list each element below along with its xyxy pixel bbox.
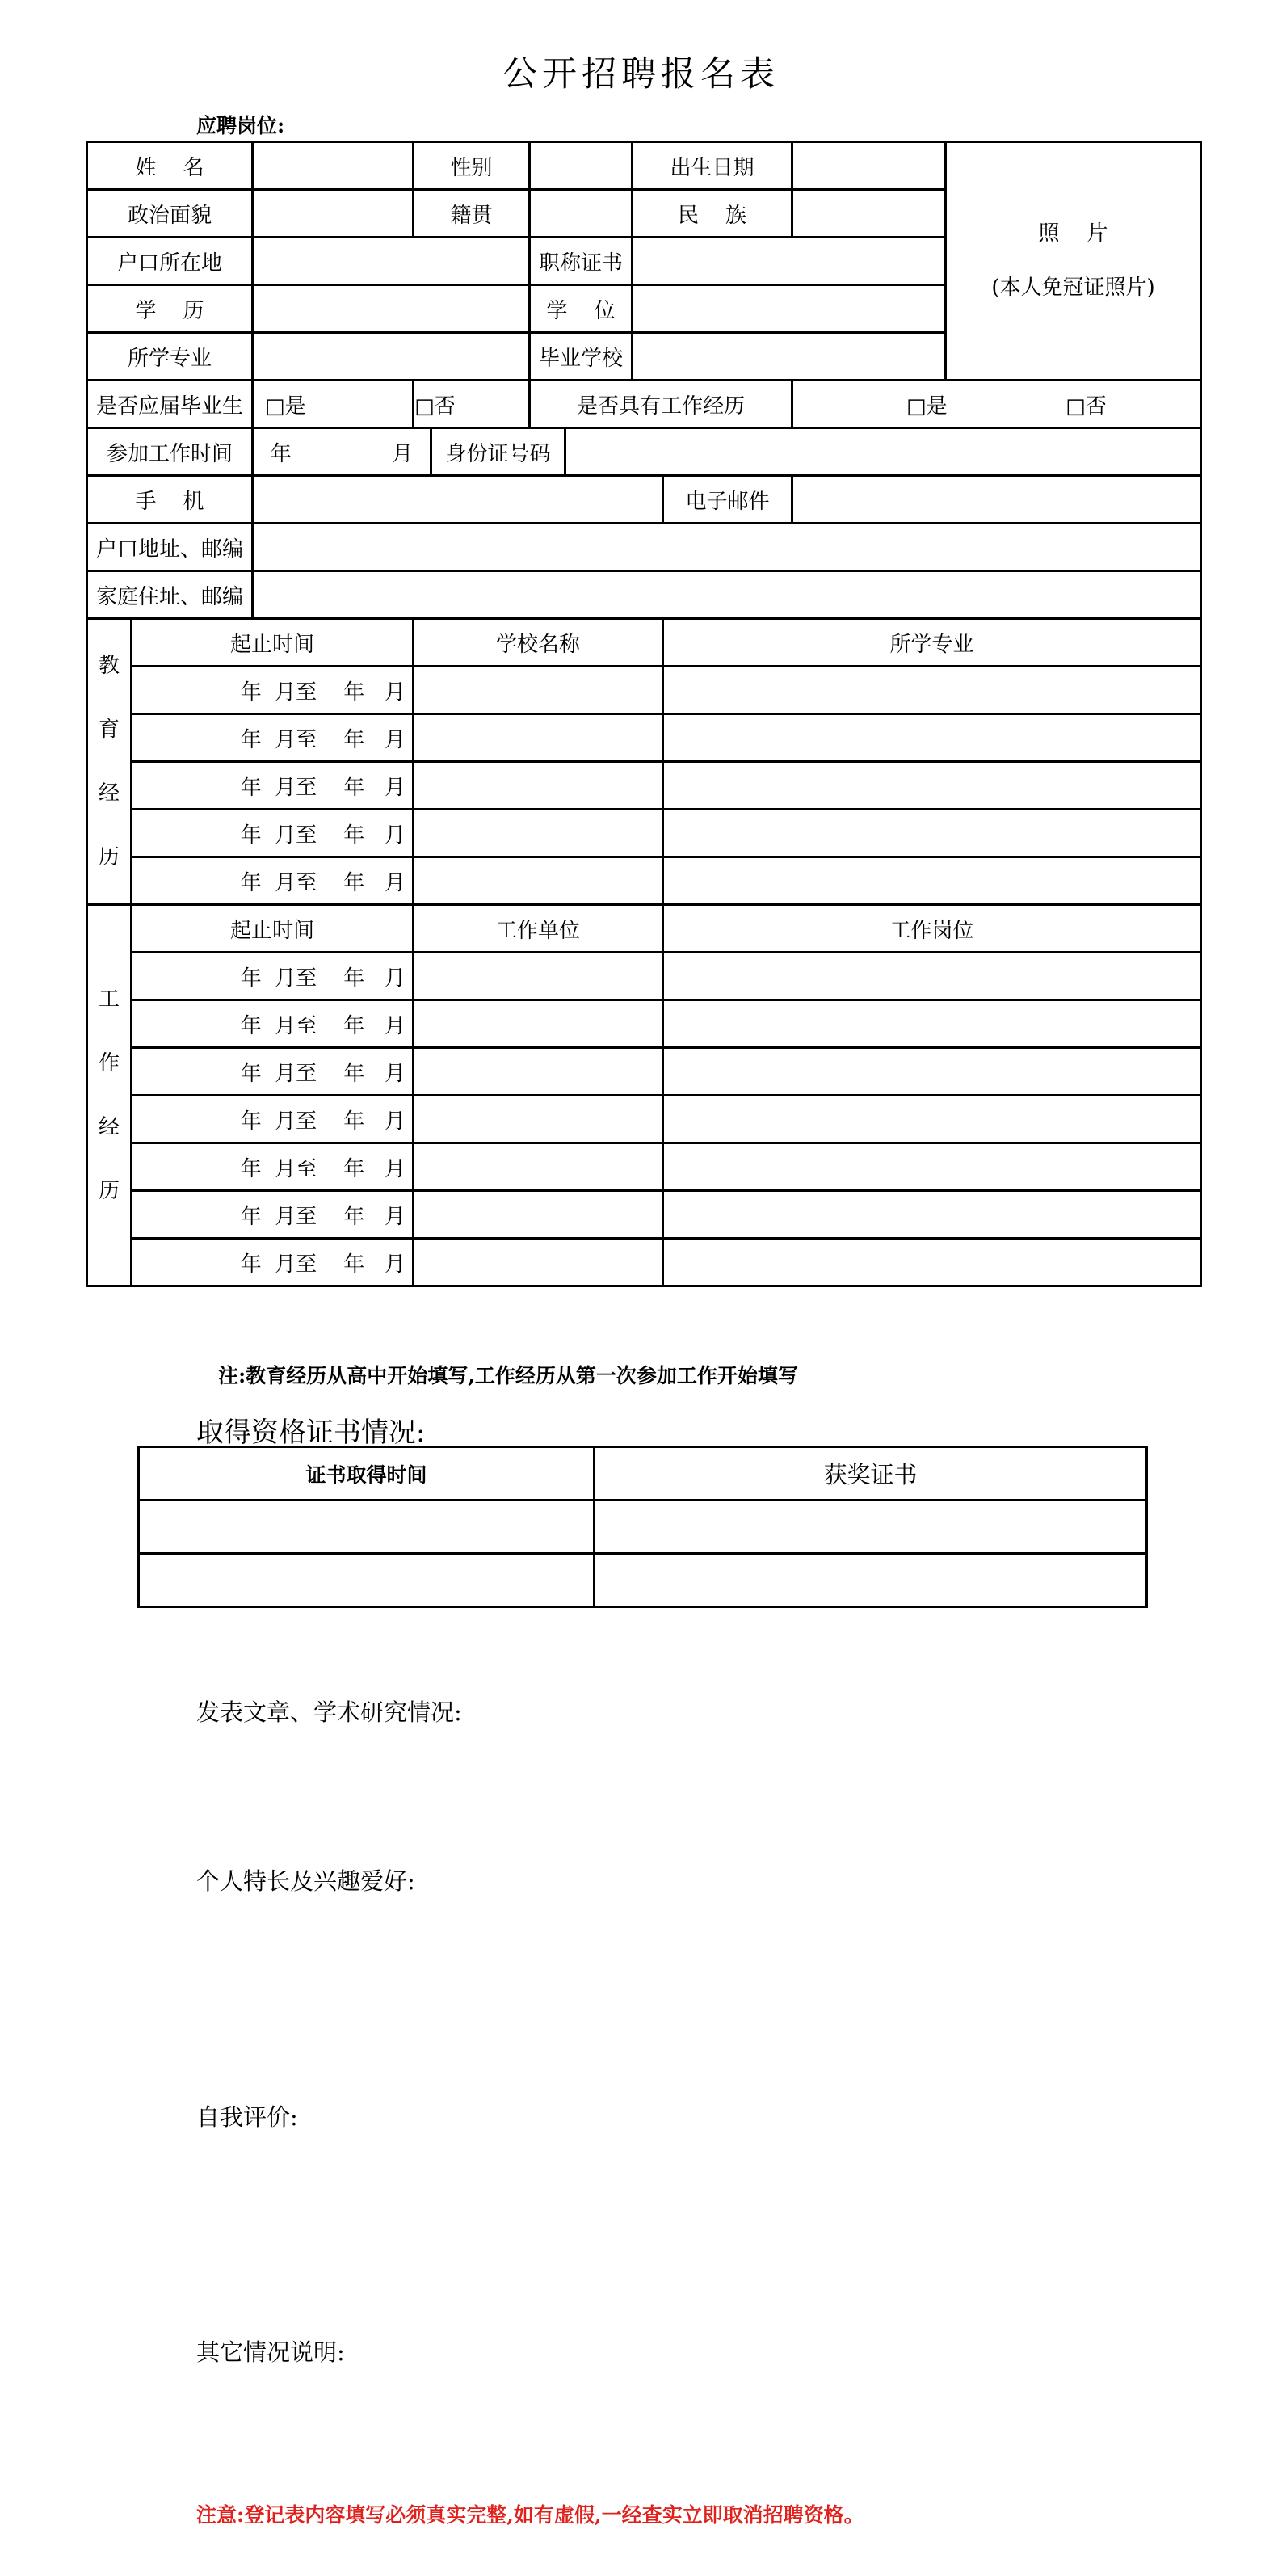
work-position-cell[interactable]: [663, 1143, 1201, 1191]
work-exp-no[interactable]: □否: [1066, 394, 1107, 419]
edu-char-2: 育: [98, 717, 120, 742]
fresh-grad-yes[interactable]: □是: [265, 394, 306, 419]
publications-label: 发表文章、学术研究情况:: [196, 1698, 462, 1726]
native-label: 籍贯: [414, 190, 530, 238]
work-employer-cell[interactable]: [414, 1239, 663, 1286]
edu-char-4: 历: [98, 844, 120, 869]
cert-header-time: 证书取得时间: [139, 1447, 595, 1501]
fresh-grad-options: [253, 381, 456, 428]
edu-header-period: 起止时间: [132, 619, 414, 667]
work-exp-options: [792, 381, 1201, 428]
application-table: [86, 141, 1202, 1287]
work-position-cell[interactable]: [663, 1239, 1201, 1286]
edu-major-cell[interactable]: [663, 667, 1201, 714]
work-char-2: 作: [98, 1050, 120, 1075]
id-number-field[interactable]: [565, 428, 1201, 476]
work-char-3: 经: [98, 1114, 120, 1139]
work-date[interactable]: 年 月至 年 月: [132, 1096, 414, 1143]
ethnic-label: 民 族: [633, 190, 792, 238]
hobbies-label: 个人特长及兴趣爱好:: [196, 1867, 415, 1895]
work-employer-cell[interactable]: [414, 1191, 663, 1239]
work-exp-label: 是否具有工作经历: [530, 381, 792, 428]
self-eval-label: 自我评价:: [196, 2103, 298, 2131]
photo-label: 照片: [1038, 221, 1136, 246]
work-position-cell[interactable]: [663, 1000, 1201, 1048]
work-start-year: 年: [270, 441, 292, 466]
degree-label: 学 位: [530, 285, 633, 333]
work-employer-cell[interactable]: [414, 1143, 663, 1191]
work-section-label: [87, 905, 132, 1286]
work-start-label: 参加工作时间: [87, 428, 253, 476]
work-date[interactable]: 年 月至 年 月: [132, 1000, 414, 1048]
edu-date[interactable]: 年 月至 年 月: [132, 762, 414, 810]
work-date[interactable]: 年 月至 年 月: [132, 953, 414, 1000]
work-employer-cell[interactable]: [414, 953, 663, 1000]
cert-award-cell[interactable]: [595, 1501, 1147, 1554]
politics-label: 政治面貌: [87, 190, 253, 238]
edu-date[interactable]: 年 月至 年 月: [132, 714, 414, 762]
hukou-field[interactable]: [253, 238, 530, 285]
edu-header-major: 所学专业: [663, 619, 1201, 667]
edu-school-cell[interactable]: [414, 667, 663, 714]
education-section-label: [87, 619, 132, 905]
work-position-cell[interactable]: [663, 1191, 1201, 1239]
birth-label: 出生日期: [633, 142, 792, 190]
work-row: [87, 1191, 1201, 1239]
edu-major-cell[interactable]: [663, 810, 1201, 857]
work-employer-cell[interactable]: [414, 1048, 663, 1096]
work-employer-cell[interactable]: [414, 1096, 663, 1143]
mobile-label: 手 机: [87, 476, 253, 524]
work-row: [87, 1096, 1201, 1143]
edu-school-cell[interactable]: [414, 857, 663, 905]
edu-school-cell[interactable]: [414, 810, 663, 857]
hukou-label: 户口所在地: [87, 238, 253, 285]
education-label: 学 历: [87, 285, 253, 333]
work-header-employer: 工作单位: [414, 905, 663, 953]
edu-row: [87, 667, 1201, 714]
work-position-cell[interactable]: [663, 1096, 1201, 1143]
work-row: [87, 1239, 1201, 1286]
education-field[interactable]: [253, 285, 530, 333]
edu-school-cell[interactable]: [414, 762, 663, 810]
cert-row: [139, 1554, 1147, 1607]
work-row: [87, 1000, 1201, 1048]
cert-time-cell[interactable]: [139, 1554, 595, 1607]
work-date[interactable]: 年 月至 年 月: [132, 1239, 414, 1286]
hukou-addr-field[interactable]: [253, 524, 1201, 571]
edu-char-3: 经: [98, 781, 120, 806]
work-exp-yes[interactable]: □是: [906, 394, 948, 419]
ethnic-field[interactable]: [792, 190, 946, 238]
degree-field[interactable]: [633, 285, 946, 333]
edu-major-cell[interactable]: [663, 714, 1201, 762]
work-employer-cell[interactable]: [414, 1000, 663, 1048]
home-addr-field[interactable]: [253, 571, 1201, 619]
warning-text: 注意:登记表内容填写必须真实完整,如有虚假,一经查实立即取消招聘资格。: [196, 2503, 864, 2527]
edu-row: [87, 714, 1201, 762]
cert-time-cell[interactable]: [139, 1501, 595, 1554]
edu-header-school: 学校名称: [414, 619, 663, 667]
edu-major-cell[interactable]: [663, 857, 1201, 905]
gender-field[interactable]: [530, 142, 633, 190]
politics-field[interactable]: [253, 190, 414, 238]
work-date[interactable]: 年 月至 年 月: [132, 1191, 414, 1239]
major-field[interactable]: [253, 333, 530, 381]
work-position-cell[interactable]: [663, 953, 1201, 1000]
work-header-position: 工作岗位: [663, 905, 1201, 953]
id-number-label: 身份证号码: [431, 428, 565, 476]
work-start-field[interactable]: [253, 428, 431, 476]
gender-label: 性别: [414, 142, 530, 190]
birth-field[interactable]: [792, 142, 946, 190]
cert-table: [137, 1446, 1148, 1608]
work-row: [87, 1143, 1201, 1191]
work-date[interactable]: 年 月至 年 月: [132, 1143, 414, 1191]
fresh-grad-no[interactable]: □否: [414, 394, 456, 419]
cert-header-award: 获奖证书: [595, 1447, 1147, 1501]
work-char-1: 工: [98, 987, 120, 1012]
edu-date[interactable]: 年 月至 年 月: [132, 667, 414, 714]
home-addr-label: 家庭住址、邮编: [87, 571, 253, 619]
other-label: 其它情况说明:: [196, 2338, 345, 2366]
form-title: 公开招聘报名表: [502, 54, 780, 95]
edu-row: [87, 857, 1201, 905]
photo-hint: (本人免冠证照片): [991, 276, 1155, 300]
cert-row: [139, 1501, 1147, 1554]
email-field[interactable]: [792, 476, 1201, 524]
post-label: 应聘岗位:: [196, 114, 285, 137]
title-cert-field[interactable]: [633, 238, 946, 285]
work-char-4: 历: [98, 1178, 120, 1203]
native-field[interactable]: [530, 190, 633, 238]
cert-section-title: 取得资格证书情况:: [196, 1416, 426, 1449]
title-cert-label: 职称证书: [530, 238, 633, 285]
work-row: [87, 1048, 1201, 1096]
mobile-field[interactable]: [253, 476, 663, 524]
email-label: 电子邮件: [663, 476, 792, 524]
edu-row: [87, 762, 1201, 810]
edu-school-cell[interactable]: [414, 714, 663, 762]
school-field[interactable]: [633, 333, 946, 381]
edu-char-1: 教: [98, 653, 120, 678]
fill-note: 注:教育经历从高中开始填写,工作经历从第一次参加工作开始填写: [218, 1364, 798, 1387]
work-row: [87, 953, 1201, 1000]
work-position-cell[interactable]: [663, 1048, 1201, 1096]
school-label: 毕业学校: [530, 333, 633, 381]
cert-award-cell[interactable]: [595, 1554, 1147, 1607]
edu-date[interactable]: 年 月至 年 月: [132, 810, 414, 857]
work-header-period: 起止时间: [132, 905, 414, 953]
work-date[interactable]: 年 月至 年 月: [132, 1048, 414, 1096]
edu-major-cell[interactable]: [663, 762, 1201, 810]
photo-box[interactable]: [946, 142, 1201, 381]
fresh-grad-label: 是否应届毕业生: [87, 381, 253, 428]
name-field[interactable]: [253, 142, 414, 190]
hukou-addr-label: 户口地址、邮编: [87, 524, 253, 571]
work-start-month: 月: [392, 441, 414, 466]
edu-date[interactable]: 年 月至 年 月: [132, 857, 414, 905]
name-label: 姓 名: [87, 142, 253, 190]
edu-row: [87, 810, 1201, 857]
major-label: 所学专业: [87, 333, 253, 381]
